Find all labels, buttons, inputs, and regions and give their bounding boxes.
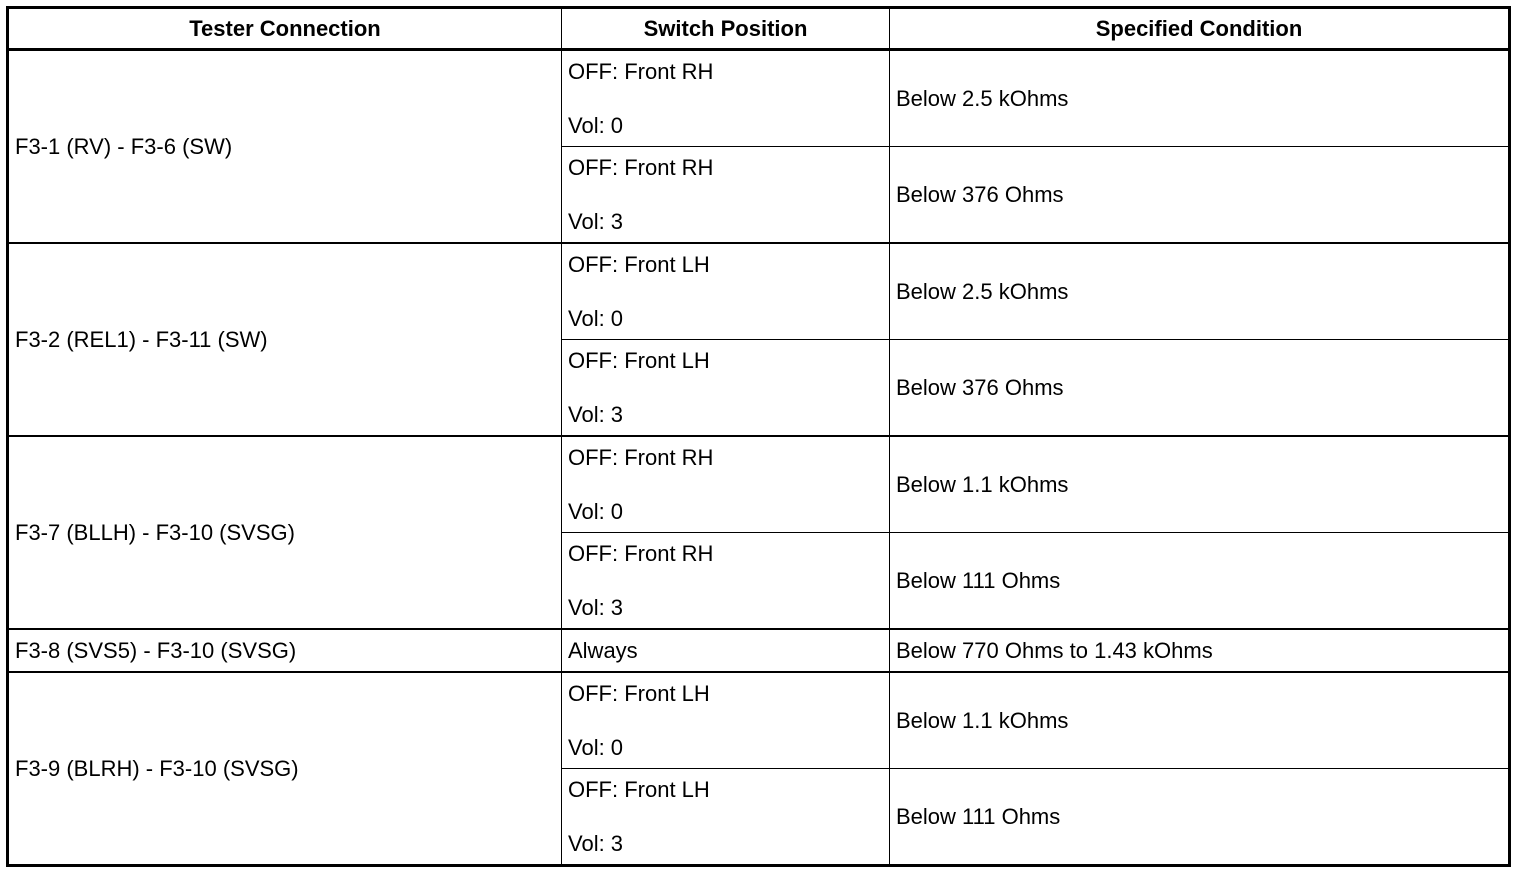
specified-condition-cell: Below 376 Ohms — [890, 340, 1510, 437]
switch-position-cell — [562, 533, 890, 630]
tester-connection-cell: F3-1 (RV) - F3-6 (SW) — [8, 50, 562, 244]
specified-condition-cell: Below 111 Ohms — [890, 769, 1510, 866]
switch-state: OFF: Front LH — [568, 251, 710, 277]
tester-connection-cell: F3-2 (REL1) - F3-11 (SW) — [8, 243, 562, 436]
switch-position-cell — [562, 672, 890, 769]
switch-volume: Vol: 3 — [568, 594, 624, 620]
switch-state: OFF: Front RH — [568, 444, 714, 470]
switch-position-cell — [562, 436, 890, 533]
spec-table — [6, 6, 1511, 867]
tester-connection-cell: F3-7 (BLLH) - F3-10 (SVSG) — [8, 436, 562, 629]
switch-position-cell — [562, 769, 890, 866]
table-row — [8, 436, 1510, 533]
switch-volume: Vol: 0 — [568, 305, 624, 331]
switch-volume: Vol: 3 — [568, 401, 624, 427]
tester-connection-cell: F3-8 (SVS5) - F3-10 (SVSG) — [8, 629, 562, 672]
switch-state: OFF: Front LH — [568, 347, 710, 373]
switch-volume: Vol: 3 — [568, 208, 624, 234]
table-row — [8, 672, 1510, 769]
switch-state: OFF: Front LH — [568, 680, 710, 706]
specified-condition-cell: Below 2.5 kOhms — [890, 50, 1510, 147]
specified-condition-cell: Below 770 Ohms to 1.43 kOhms — [890, 629, 1510, 672]
switch-state: OFF: Front RH — [568, 540, 714, 566]
specified-condition-cell: Below 1.1 kOhms — [890, 436, 1510, 533]
specified-condition-cell: Below 1.1 kOhms — [890, 672, 1510, 769]
specified-condition-cell: Below 376 Ohms — [890, 147, 1510, 244]
specified-condition-cell: Below 2.5 kOhms — [890, 243, 1510, 340]
table-row — [8, 50, 1510, 147]
specified-condition-cell: Below 111 Ohms — [890, 533, 1510, 630]
header-specified-condition: Specified Condition — [890, 8, 1510, 50]
header-row — [8, 8, 1510, 50]
table-row — [8, 629, 1510, 672]
switch-state: OFF: Front RH — [568, 154, 714, 180]
header-switch-position: Switch Position — [562, 8, 890, 50]
switch-position-cell — [562, 340, 890, 437]
switch-volume: Vol: 0 — [568, 734, 624, 760]
switch-position-cell — [562, 50, 890, 147]
switch-volume: Vol: 0 — [568, 112, 624, 138]
table-row — [8, 243, 1510, 340]
switch-state: OFF: Front RH — [568, 58, 714, 84]
tester-connection-cell: F3-9 (BLRH) - F3-10 (SVSG) — [8, 672, 562, 866]
switch-volume: Vol: 3 — [568, 830, 624, 856]
switch-position-cell: Always — [562, 629, 890, 672]
switch-volume: Vol: 0 — [568, 498, 624, 524]
switch-position-cell — [562, 147, 890, 244]
header-tester-connection: Tester Connection — [8, 8, 562, 50]
switch-state: OFF: Front LH — [568, 776, 710, 802]
switch-position-cell — [562, 243, 890, 340]
